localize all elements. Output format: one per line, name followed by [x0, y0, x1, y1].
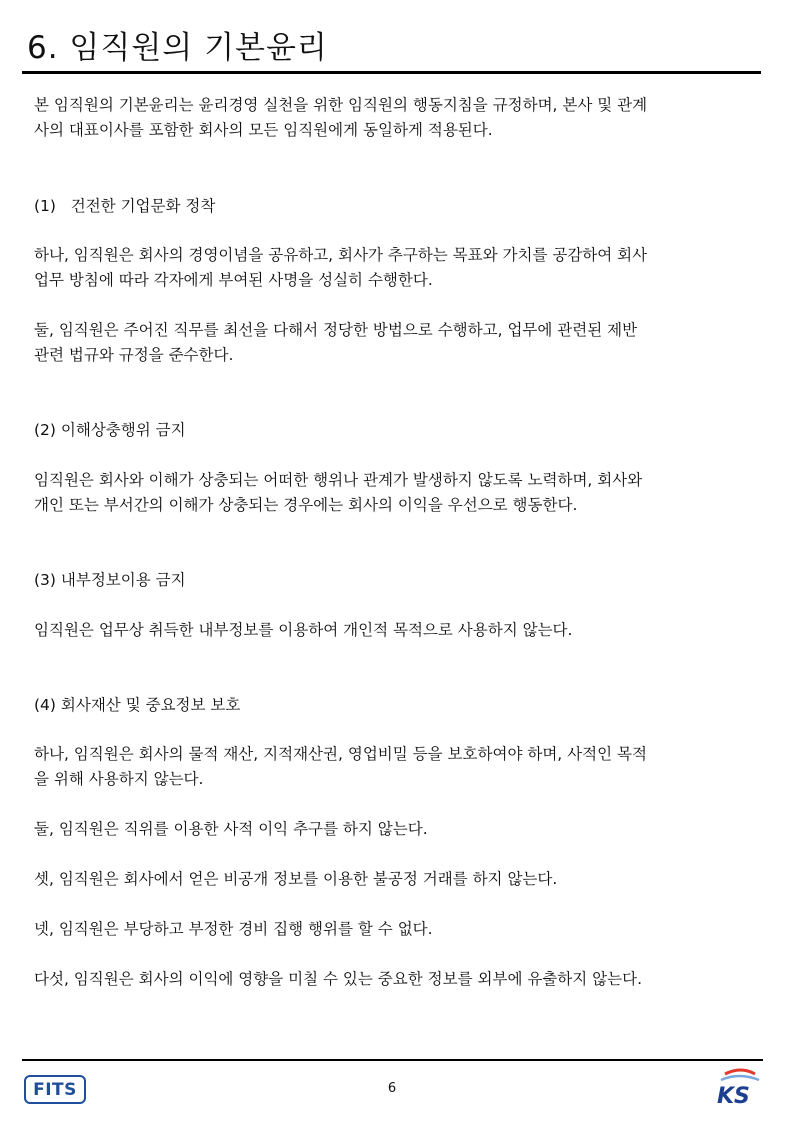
section-1-para-2-line-1: 둘, 임직원은 주어진 직무를 최선을 다해서 정당한 방법으로 수행하고, 업무에 관련된 제반: [34, 321, 638, 339]
section-1-heading: (1) 건전한 기업문화 정착: [34, 197, 216, 215]
section-3-heading: (3) 내부정보이용 금지: [34, 571, 186, 589]
section-4-heading: (4) 회사재산 및 중요정보 보호: [34, 696, 241, 714]
section-1-para-1-line-2: 업무 방침에 따라 각자에게 부여된 사명을 성실히 수행한다.: [34, 271, 433, 289]
section-1-para-1-line-1: 하나, 임직원은 회사의 경영이념을 공유하고, 회사가 추구하는 목표와 가치를 공감하여 회사: [34, 246, 648, 264]
ks-logo-swoosh-blue: [721, 1076, 759, 1080]
section-2-heading: (2) 이해상충행위 금지: [34, 421, 186, 439]
section-2-para-1-line-2: 개인 또는 부서간의 이해가 상충되는 경우에는 회사의 이익을 우선으로 행동한다.: [34, 496, 578, 514]
section-4-para-2-line-1: 둘, 임직원은 직위를 이용한 사적 이익 추구를 하지 않는다.: [34, 820, 428, 838]
fits-logo-text: FITS: [33, 1079, 77, 1100]
section-4-para-5-line-1: 다섯, 임직원은 회사의 이익에 영향을 미칠 수 있는 중요한 정보를 외부에 유출하지 않는다.: [34, 970, 643, 988]
page-title: 6. 임직원의 기본윤리: [27, 30, 328, 66]
section-4-para-1-line-1: 하나, 임직원은 회사의 물적 재산, 지적재산권, 영업비밀 등을 보호하여야 하며, 사적인 목적: [34, 745, 647, 763]
ks-logo: [715, 1068, 767, 1108]
ks-logo-swoosh-red: [725, 1070, 755, 1074]
section-4-para-3-line-1: 셋, 임직원은 회사에서 얻은 비공개 정보를 이용한 불공정 거래를 하지 않는다.: [34, 870, 558, 888]
footer-divider: [22, 1059, 763, 1061]
page-number: 6: [387, 1081, 397, 1096]
intro-line-1: 본 임직원의 기본윤리는 윤리경영 실천을 위한 임직원의 행동지침을 규정하며, 본사 및 관계: [34, 96, 648, 114]
section-4-para-1-line-2: 을 위해 사용하지 않는다.: [34, 770, 204, 788]
fits-logo: [24, 1075, 86, 1104]
section-2-para-1-line-1: 임직원은 회사와 이해가 상충되는 어떠한 행위나 관계가 발생하지 않도록 노력하며, 회사와: [34, 471, 643, 489]
section-4-para-4-line-1: 넷, 임직원은 부당하고 부정한 경비 집행 행위를 할 수 없다.: [34, 920, 433, 938]
section-1-para-2-line-2: 관련 법규와 규정을 준수한다.: [34, 346, 234, 364]
section-3-para-1-line-1: 임직원은 업무상 취득한 내부정보를 이용하여 개인적 목적으로 사용하지 않는다.: [34, 621, 573, 639]
title-divider: [22, 71, 761, 74]
ks-logo-text: KS: [717, 1084, 750, 1108]
intro-line-2: 사의 대표이사를 포함한 회사의 모든 임직원에게 동일하게 적용된다.: [34, 121, 493, 139]
